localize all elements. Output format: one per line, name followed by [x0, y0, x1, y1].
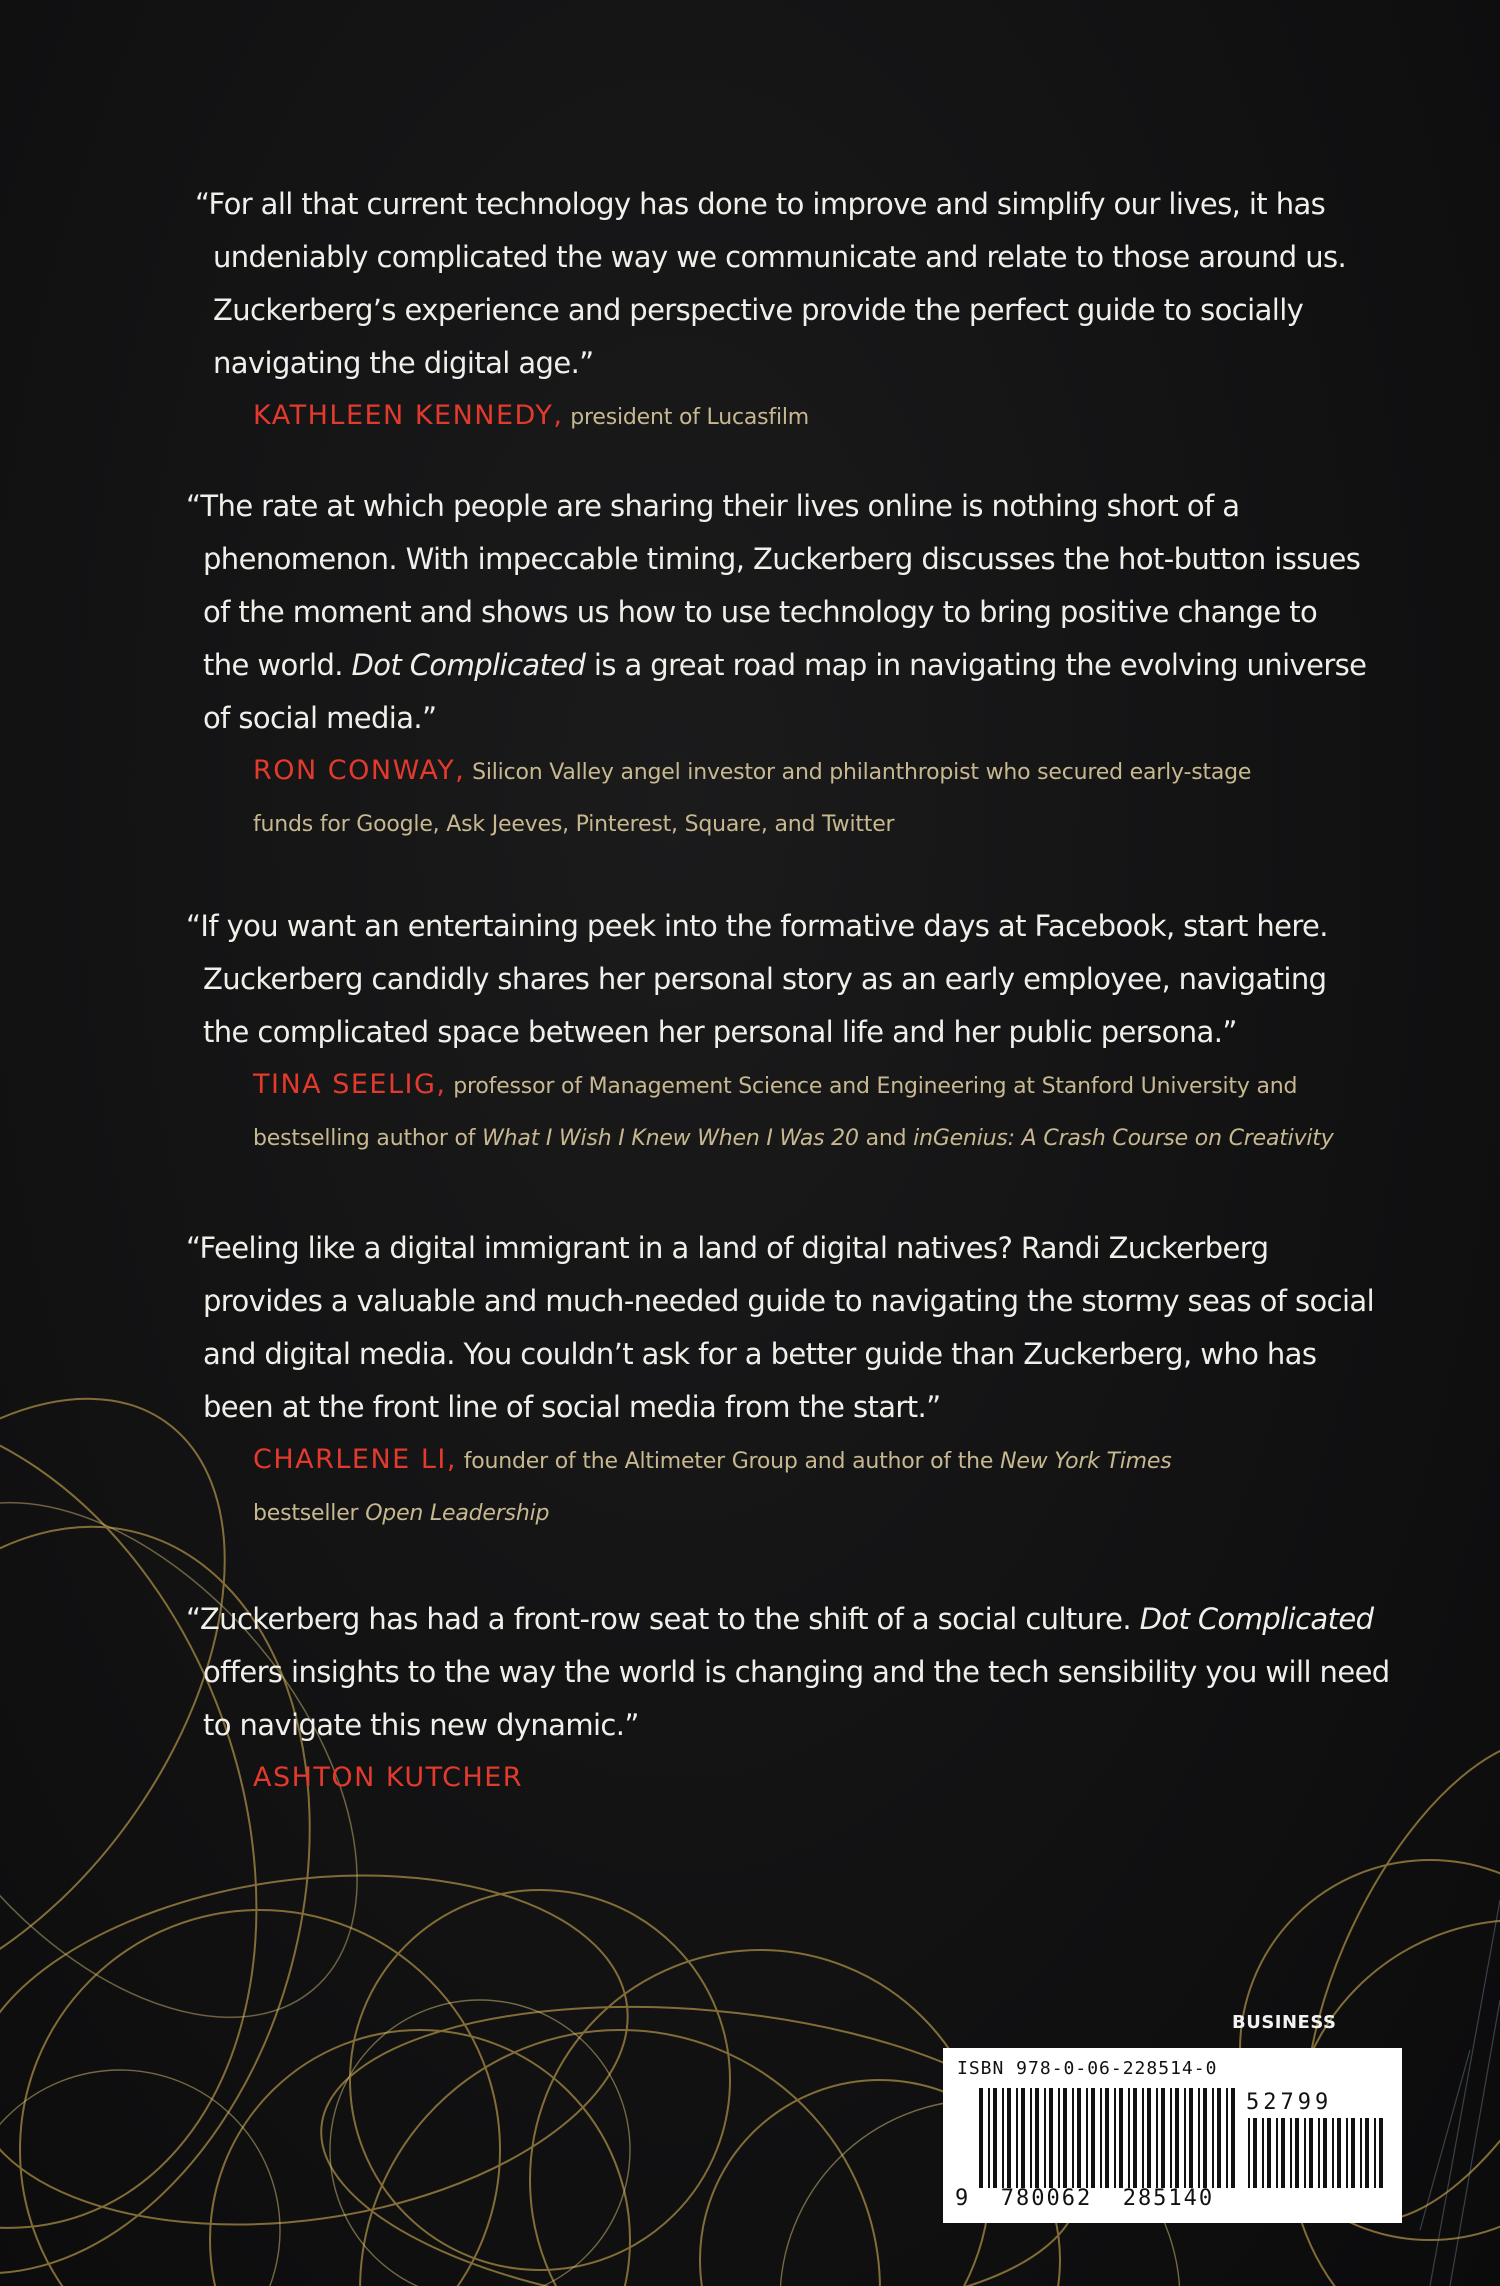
quote-attribution: [0, 745, 1500, 851]
quote-segment: the world.: [203, 648, 343, 682]
barcode-bar: [1002, 2088, 1004, 2188]
book-title: Dot Complicated: [1139, 1602, 1374, 1636]
barcode-bar: [1170, 2088, 1172, 2188]
barcode-bar: [1147, 2088, 1151, 2188]
quote-author-title: founder of the Altimeter Group and author of the: [463, 1449, 994, 1474]
quote-author-title: bestseller: [253, 1501, 359, 1526]
quote-line: provides a valuable and much-needed guide to navigating the stormy seas of social: [203, 1284, 1375, 1318]
quote-segment: “Zuckerberg has had a front-row seat to the shift of a social culture.: [186, 1602, 1132, 1636]
quote-text: [0, 1593, 1500, 1752]
quote-line: undeniably complicated the way we communicate and relate to those around us.: [213, 240, 1347, 274]
quote-ashton-kutcher: [0, 1593, 1500, 1806]
quote-line: “If you want an entertaining peek into the formative days at Facebook, start here.: [186, 909, 1328, 943]
quote-line: been at the front line of social media from the start.”: [203, 1390, 941, 1424]
quote-author-title: president of Lucasfilm: [570, 405, 809, 430]
ean-digits: 9 780062 285140: [955, 2186, 1215, 2211]
barcode-bar: [1049, 2088, 1053, 2188]
barcode-bar: [1374, 2118, 1376, 2188]
barcode-bar: [1184, 2088, 1186, 2188]
barcode-bars: [979, 2088, 1241, 2188]
quote-line: the complicated space between her personal life and her public persona.”: [203, 1015, 1237, 1049]
quote-attribution: [0, 1752, 1500, 1806]
barcode-bar: [1044, 2088, 1046, 2188]
barcode-bar: [1304, 2118, 1306, 2188]
barcode-bar: [1226, 2088, 1228, 2188]
isbn-number: ISBN 978-0-06-228514-0: [957, 2058, 1218, 2079]
barcode-bar: [1198, 2088, 1200, 2188]
book-title: What I Wish I Knew When I Was 20: [482, 1126, 859, 1151]
barcode-bar: [1231, 2088, 1235, 2188]
barcode-bar: [1323, 2118, 1327, 2188]
barcode-bar: [1119, 2088, 1123, 2188]
barcode-bar: [979, 2088, 983, 2188]
quote-tina-seelig: [0, 900, 1500, 1165]
barcode-bar: [1133, 2088, 1137, 2188]
barcode-bar: [1161, 2088, 1165, 2188]
quote-line: of the moment and shows us how to use technology to bring positive change to: [203, 595, 1318, 629]
barcode-bar: [1021, 2088, 1025, 2188]
barcode-bar: [1318, 2118, 1320, 2188]
barcode-bar: [1072, 2088, 1074, 2188]
barcode-bar: [1105, 2088, 1109, 2188]
barcode-bar: [1267, 2118, 1271, 2188]
barcode-bar: [1360, 2118, 1362, 2188]
quote-author-name: CHARLENE LI,: [253, 1444, 457, 1475]
quote-line: navigating the digital age.”: [213, 346, 594, 380]
quote-author-name: ASHTON KUTCHER: [253, 1762, 524, 1793]
quote-text: [0, 480, 1500, 745]
quote-line: offers insights to the way the world is changing and the tech sensibility you will need: [203, 1655, 1390, 1689]
book-title: Dot Complicated: [351, 648, 586, 682]
barcode-addon-bars: [1248, 2118, 1388, 2188]
barcode-bar: [1351, 2118, 1355, 2188]
barcode-bar: [1332, 2118, 1334, 2188]
barcode-bar: [1058, 2088, 1060, 2188]
barcode-bar: [1379, 2118, 1383, 2188]
barcode-bar: [1142, 2088, 1144, 2188]
barcode-bar: [1253, 2118, 1257, 2188]
barcode-bar: [1128, 2088, 1130, 2188]
barcode-bar: [1217, 2088, 1221, 2188]
book-title: inGenius: A Crash Course on Creativity: [913, 1126, 1334, 1151]
quote-attribution: [0, 1434, 1500, 1540]
quote-line: to navigate this new dynamic.”: [203, 1708, 639, 1742]
quote-attribution: [0, 390, 1500, 444]
barcode-bar: [1156, 2088, 1158, 2188]
barcode-bar: [1281, 2118, 1285, 2188]
quote-ron-conway: [0, 480, 1500, 851]
barcode-bar: [1262, 2118, 1264, 2188]
barcode-bar: [1346, 2118, 1348, 2188]
price-code: 52799: [1246, 2090, 1333, 2115]
quote-author-title: funds for Google, Ask Jeeves, Pinterest, Square, and Twitter: [253, 812, 895, 837]
quote-line: of social media.”: [203, 701, 437, 735]
quote-segment: is a great road map in navigating the evolving universe: [593, 648, 1367, 682]
barcode-bar: [1337, 2118, 1341, 2188]
quote-line: Zuckerberg’s experience and perspective provide the perfect guide to socially: [213, 293, 1304, 327]
barcode-bar: [1203, 2088, 1207, 2188]
barcode-bar: [1016, 2088, 1018, 2188]
barcode-bar: [1365, 2118, 1369, 2188]
barcode-bar: [1175, 2088, 1179, 2188]
barcode-bar: [1290, 2118, 1292, 2188]
quote-text: [0, 900, 1500, 1059]
barcode-bar: [988, 2088, 990, 2188]
book-title: Open Leadership: [365, 1501, 550, 1526]
barcode-bar: [1086, 2088, 1088, 2188]
quote-author-name: TINA SEELIG,: [253, 1069, 447, 1100]
barcode-bar: [1091, 2088, 1095, 2188]
barcode-bar: [1248, 2118, 1250, 2188]
quote-author-title: professor of Management Science and Engineering at Stanford University and: [453, 1074, 1298, 1099]
quote-line: phenomenon. With impeccable timing, Zuckerberg discusses the hot-button issues: [203, 542, 1361, 576]
quote-author-name: KATHLEEN KENNEDY,: [253, 400, 564, 431]
barcode-bar: [1276, 2118, 1278, 2188]
barcode-bar: [1114, 2088, 1116, 2188]
barcode-bar: [1030, 2088, 1032, 2188]
quote-line: Zuckerberg candidly shares her personal story as an early employee, navigating: [203, 962, 1327, 996]
category-label: BUSINESS: [1232, 2012, 1337, 2033]
barcode-bar: [1063, 2088, 1067, 2188]
quote-kathleen-kennedy: [0, 178, 1500, 444]
barcode-bar: [1035, 2088, 1039, 2188]
quote-text: [0, 1222, 1500, 1434]
quote-text: [0, 178, 1500, 390]
barcode-bar: [1295, 2118, 1299, 2188]
quote-line: “The rate at which people are sharing their lives online is nothing short of a: [186, 489, 1240, 523]
quote-line: [0, 1593, 1500, 1646]
barcode-bar: [1189, 2088, 1193, 2188]
quote-author-title: and: [865, 1126, 907, 1151]
quote-line: “Feeling like a digital immigrant in a land of digital natives? Randi Zuckerberg: [186, 1231, 1269, 1265]
publication-title: New York Times: [1000, 1449, 1172, 1474]
quote-author-title: bestselling author of: [253, 1126, 476, 1151]
barcode-bar: [1077, 2088, 1081, 2188]
quote-line: [0, 639, 1500, 692]
barcode-bar: [993, 2088, 997, 2188]
quote-author-name: RON CONWAY,: [253, 755, 466, 786]
quote-attribution: [0, 1059, 1500, 1165]
isbn-barcode: [943, 2048, 1402, 2223]
quote-charlene-li: [0, 1222, 1500, 1540]
barcode-bar: [1309, 2118, 1313, 2188]
barcode-bar: [1212, 2088, 1214, 2188]
barcode-bar: [1100, 2088, 1102, 2188]
quote-line: “For all that current technology has done to improve and simplify our lives, it has: [195, 187, 1326, 221]
barcode-bar: [1007, 2088, 1011, 2188]
quote-author-title: Silicon Valley angel investor and philanthropist who secured early-stage: [472, 760, 1252, 785]
quote-line: and digital media. You couldn’t ask for a better guide than Zuckerberg, who has: [203, 1337, 1317, 1371]
